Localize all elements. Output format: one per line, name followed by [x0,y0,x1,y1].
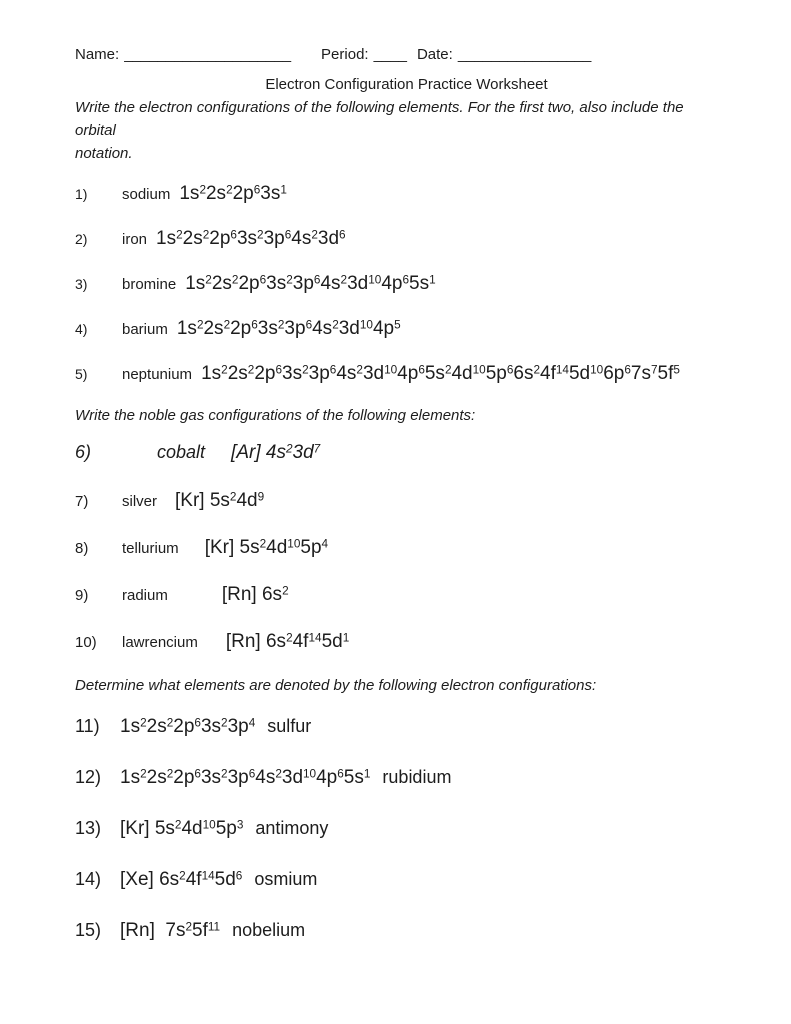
question-item-8 [75,536,713,563]
question-item-1 [75,182,713,208]
element-name: silver [122,493,158,510]
electron-configuration: [Rn] $6s^24f^{14}5d^1$ [225,631,350,652]
electron-configuration: [Rn] $7s^25f^{11}$ [120,920,221,941]
question-item-12 [75,766,713,794]
date-label: Date: [416,46,453,63]
electron-configuration: $1s^22s^22p^63s^23p^64s^23d^6$ [156,228,346,249]
element-name: sulfur [267,716,312,736]
element-name: cobalt [157,442,206,462]
question-item-13 [75,817,713,845]
element-name: nobelium [232,920,306,940]
question-number: 13) [75,818,102,838]
instructions [75,96,713,165]
question-item-2 [75,227,713,253]
question-item-9 [75,583,713,610]
instructions-line-2: notation. [75,145,133,162]
question-number: 12) [75,767,102,787]
question-number: 10) [75,634,97,651]
electron-configuration: $1s^22s^22p^63s^1$ [179,183,287,204]
electron-configuration: $1s^22s^22p^63s^23p^64s^23d^{10}4p^65s^1$ [120,767,371,788]
element-name: iron [122,231,148,248]
header [75,46,713,63]
element-name: barium [122,321,168,338]
question-number: 11) [75,716,100,736]
question-number: 3) [75,276,88,292]
section-noble-gas-heading: Write the noble gas configurations of the following elements: [75,407,476,424]
question-item-15 [75,919,713,947]
question-item-14 [75,868,713,896]
section-noble-gas-items [75,489,713,657]
question-item-5 [75,362,713,388]
element-name: antimony [255,818,329,838]
question-item-7 [75,489,713,516]
element-name: radium [122,587,168,604]
element-name: rubidium [382,767,452,787]
element-name: bromine [122,276,177,293]
electron-configuration: [Xe] $6s^24f^{14}5d^6$ [120,869,243,890]
electron-configuration: [Kr] $5s^24d^{10}5p^3$ [120,818,244,839]
question-number: 8) [75,540,89,557]
question-number: 14) [75,869,102,889]
question-item-10 [75,630,713,657]
question-number: 5) [75,366,88,382]
question-number: 1) [75,186,88,202]
element-name: lawrencium [122,634,198,651]
question-item-3 [75,272,713,298]
section-identify-items [75,715,713,947]
question-number: 2) [75,231,88,247]
element-name: osmium [254,869,318,889]
date-blank-line: ________________ [457,46,592,63]
name-label: Name: [75,46,120,63]
period-label: Period: [321,46,369,63]
element-name: sodium [122,186,171,203]
electron-configuration: [Rn] $6s^2$ [221,584,289,605]
section-full-configurations [75,182,713,388]
question-item-11 [75,715,713,743]
instructions-line-1: Write the electron configurations of the following elements. For the first two, also include the orbital [75,99,684,139]
question-number: 7) [75,493,89,510]
electron-configuration: $1s^22s^22p^63s^23p^4$ [120,716,256,737]
question-item-6 [75,441,713,469]
electron-configuration: $1s^22s^22p^63s^23p^64s^23d^{10}4p^5$ [176,318,401,339]
electron-configuration: $1s^22s^22p^63s^23p^64s^23d^{10}4p^65s^24d^{10}5p^66s^24f^{14}5d^{10}6p^67s^75f^5$ [201,363,680,384]
electron-configuration: [Kr] $5s^24d^{10}5p^4$ [204,537,329,558]
section-identify-heading: Determine what elements are denoted by the following electron configurations: [75,677,597,694]
element-name: tellurium [122,540,179,557]
name-blank-line: ____________________ [124,46,292,63]
question-number: 15) [75,920,102,940]
worksheet-title: Electron Configuration Practice Worksheet [265,76,548,93]
element-name: neptunium [122,366,193,383]
electron-configuration: [Kr] $5s^24d^9$ [175,490,265,511]
question-number: 6) [75,442,92,462]
question-number: 4) [75,321,88,337]
electron-configuration: [Ar] $4s^23d^7$ [231,442,321,463]
question-item-4 [75,317,713,343]
electron-configuration: $1s^22s^22p^63s^23p^64s^23d^{10}4p^65s^1$ [185,273,436,294]
period-blank-line: ____ [373,46,407,63]
question-number: 9) [75,587,89,604]
